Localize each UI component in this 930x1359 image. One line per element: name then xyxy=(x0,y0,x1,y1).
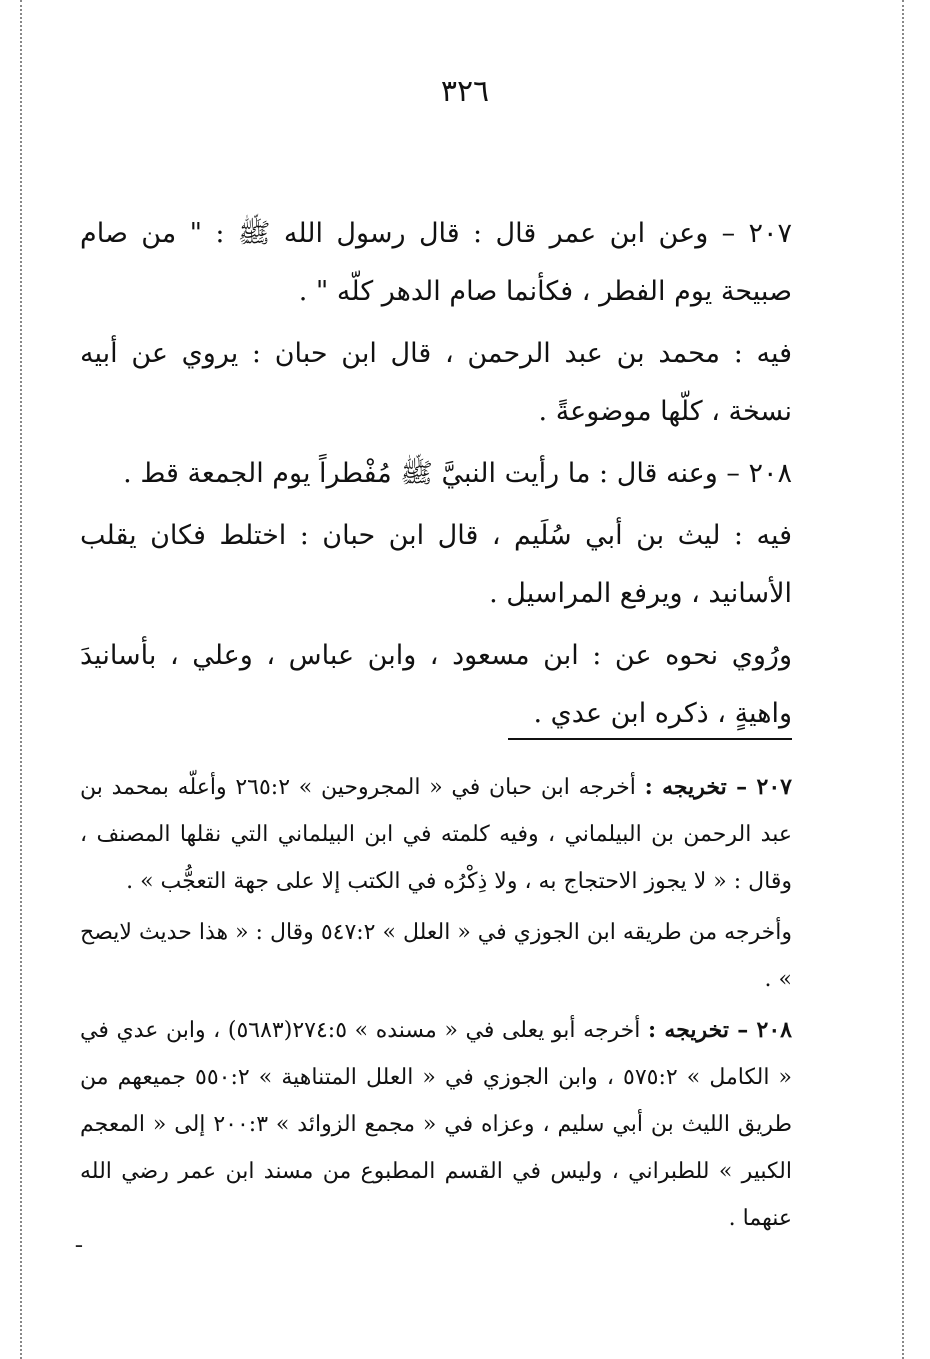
footnote-208 xyxy=(80,1007,792,1242)
hadith-208: ٢٠٨ – وعنه قال : ما رأيت النبيَّ ﷺ مُفْطراً يوم الجمعة قط . xyxy=(123,458,792,489)
comment-208-extra: ورُوي نحوه عن : ابن مسعود ، وابن عباس ، وعلي ، بأسانيدَ واهيةٍ ، ذكره ابن عدي . xyxy=(80,640,792,729)
footnote-divider xyxy=(508,738,792,740)
footnote-208-text: أخرجه أبو يعلى في « مسنده » ٢٧٤:٥(٥٦٨٣) ، وابن عدي في « الكامل » ٥٧٥:٢ ، وابن الجوزي في « العلل المتناهية » ٥٥٠:٢ جميعهم من طريق الليث بن أبي سليم ، وعزاه في « مجمع الزوائد » ٢٠٠:٣ إلى « المعجم الكبير » للطبراني ، وليس في القسم المطبوع من مسند ابن عمر رضي الله عنهما . xyxy=(80,1018,792,1231)
page-number: ٣٢٦ xyxy=(440,74,490,109)
comment-207: فيه : محمد بن عبد الرحمن ، قال ابن حبان : يروي عن أبيه نسخة ، كلّها موضوعةً . xyxy=(80,338,792,427)
footnote-207-more: وأخرجه من طريقه ابن الجوزي في « العلل » ٥٤٧:٢ وقال : « هذا حديث لايصح » . xyxy=(80,920,792,992)
left-margin-dots xyxy=(20,0,22,1359)
footnote-207 xyxy=(80,764,792,905)
footnote-207-label: ٢٠٧ – تخريجه : xyxy=(644,774,792,800)
hadith-207: ٢٠٧ – وعن ابن عمر قال : قال رسول الله ﷺ : " من صام صبيحة يوم الفطر ، فكأنما صام الدهر كلّه " . xyxy=(80,218,792,307)
footnote-208-label: ٢٠٨ – تخريجه : xyxy=(648,1017,792,1043)
footnote-207-text: أخرجه ابن حبان في « المجروحين » ٢٦٥:٢ وأعلّه بمحمد بن عبد الرحمن بن البيلماني ، وفيه كلمته في ابن البيلماني التي نقلها المصنف ، وقال : « لا يجوز الاحتجاج به ، ولا ذِكْرُه في الكتب إلا على جهة التعجُّب » . xyxy=(80,775,792,894)
comment-208: فيه : ليث بن أبي سُلَيم ، قال ابن حبان : اختلط فكان يقلب الأسانيد ، ويرفع المراسيل . xyxy=(80,520,792,609)
right-margin-dots xyxy=(902,0,904,1359)
bottom-mark: ـ xyxy=(76,1228,82,1252)
footnotes xyxy=(80,764,792,1246)
main-text xyxy=(80,205,792,747)
